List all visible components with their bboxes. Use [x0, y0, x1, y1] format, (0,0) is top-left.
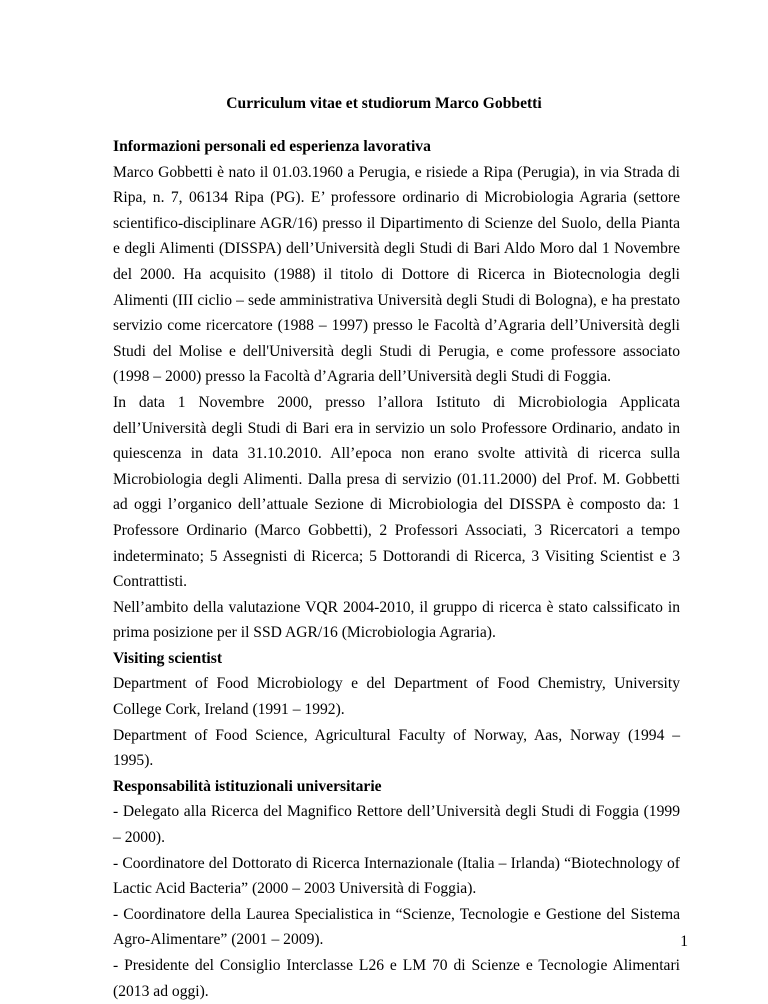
- paragraph: In data 1 Novembre 2000, presso l’allora Istituto di Microbiologia Applicata dell’Università degli Studi di Bari era in servizio un solo Professore Ordinario, andato in quiescenza in data 31.10.2010. All’epoca non erano svolte attività di ricerca sulla Microbiologia degli Alimenti. Dalla presa di servizio (01.11.2000) del Prof. M. Gobbetti ad oggi l’organico dell’attuale Sezione di Microbiologia del DISSPA è composto da: 1 Professore Ordinario (Marco Gobbetti), 2 Professori Associati, 3 Ricercatori a tempo indeterminato; 5 Assegnisti di Ricerca; 5 Dottorandi di Ricerca, 3 Visiting Scientist e 3 Contrattisti.: [113, 393, 680, 591]
- list-item: - Presidente del Consiglio Interclasse L26 e LM 70 di Scienze e Tecnologie Alimentari (2013 ad oggi).: [113, 957, 680, 1000]
- page-number: 1: [680, 933, 688, 950]
- paragraph: Department of Food Science, Agricultural Faculty of Norway, Aas, Norway (1994 – 1995).: [113, 726, 680, 770]
- paragraph: Department of Food Microbiology e del Department of Food Chemistry, University College Cork, Ireland (1991 – 1992).: [113, 675, 680, 719]
- paragraph: Nell’ambito della valutazione VQR 2004-2010, il gruppo di ricerca è stato calssificato in prima posizione per il SSD AGR/16 (Microbiologia Agraria).: [113, 598, 680, 642]
- document-title: Curriculum vitae et studiorum Marco Gobbetti: [226, 95, 542, 112]
- section-heading-personal: Informazioni personali ed esperienza lavorativa: [113, 138, 431, 155]
- paragraph: Marco Gobbetti è nato il 01.03.1960 a Perugia, e risiede a Ripa (Perugia), in via Strada di Ripa, n. 7, 06134 Ripa (PG). E’ professore ordinario di Microbiologia Agraria (settore scientifico-disciplinare AGR/16) presso il Dipartimento di Scienze del Suolo, della Pianta e degli Alimenti (DISSPA) dell’Università degli Studi di Bari Aldo Moro dal 1 Novembre del 2000. Ha acquisito (1988) il titolo di Dottore di Ricerca in Biotecnologia degli Alimenti (III ciclio – sede amministrativa Università degli Studi di Bologna), e ha prestato servizio come ricercatore (1988 – 1997) presso le Facoltà d’Agraria dell’Università degli Studi del Molise e dell'Università degli Studi di Perugia, e come professore associato (1998 – 2000) presso la Facoltà d’Agraria dell’Università degli Studi di Foggia.: [113, 163, 680, 386]
- list-item: - Coordinatore della Laurea Specialistica in “Scienze, Tecnologie e Gestione del Sistema Agro-Alimentare” (2001 – 2009).: [113, 905, 680, 949]
- document-body: [113, 134, 680, 1004]
- list-item: - Delegato alla Ricerca del Magnifico Rettore dell’Università degli Studi di Foggia (1999 – 2000).: [113, 803, 680, 847]
- section-heading-responsibilities: Responsabilità istituzionali universitarie: [113, 777, 382, 795]
- section-heading-visiting: Visiting scientist: [113, 649, 223, 667]
- list-item: - Coordinatore del Dottorato di Ricerca Internazionale (Italia – Irlanda) “Biotechnology of Lactic Acid Bacteria” (2000 – 2003 Università di Foggia).: [113, 854, 680, 898]
